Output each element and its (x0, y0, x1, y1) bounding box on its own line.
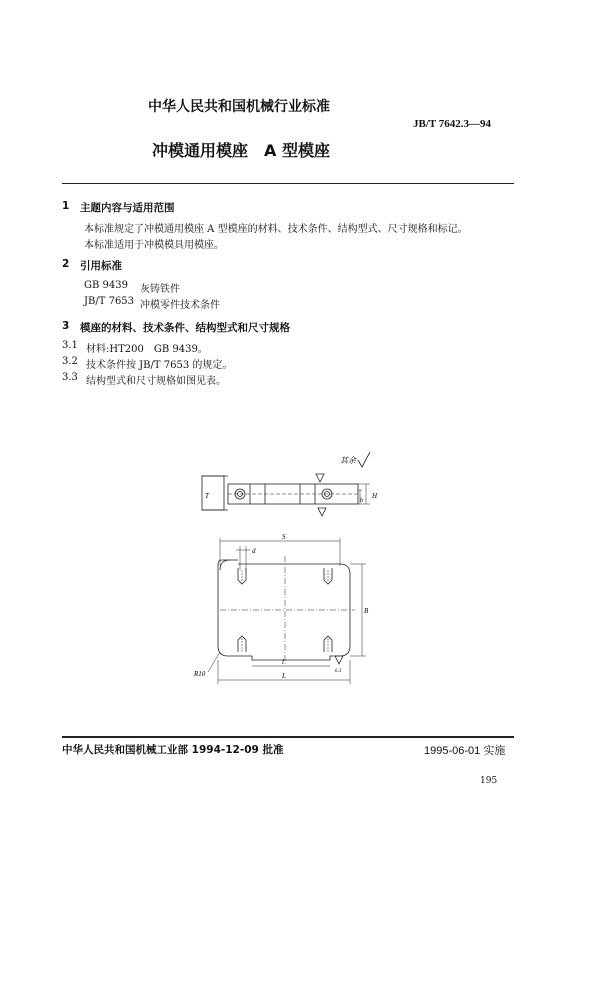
clause-text: 技术条件按 JB/T 7653 的规定。 (86, 360, 233, 371)
roughness-value: 6.3 (335, 669, 342, 674)
document-title: 冲模通用模座 A 型模座 (152, 141, 330, 160)
plan-view (208, 538, 366, 684)
radius-label: R10 (194, 670, 206, 678)
section-2-number: 2 (62, 258, 70, 270)
dim-s-label: S (282, 533, 286, 541)
reference-title: 灰铸铁件 (140, 284, 180, 295)
dim-b-label: B (364, 607, 369, 615)
footer-rule (62, 736, 514, 738)
section-2-heading: 引用标准 (80, 260, 122, 272)
section-1-heading: 主题内容与适用范围 (80, 202, 175, 214)
dim-d-label: d (252, 547, 256, 555)
section-1-paragraph: 本标准适用于冲模模具用模座。 (84, 240, 224, 251)
header-rule (62, 183, 514, 184)
reference-code: JB/T 7653 (84, 296, 135, 307)
clause-number: 3.3 (62, 372, 78, 383)
clause-number: 3.2 (62, 356, 78, 367)
side-view (202, 474, 370, 516)
section-1-number: 1 (62, 200, 70, 212)
page-number: 195 (480, 776, 498, 786)
section-3-heading: 模座的材料、技术条件、结构型式和尺寸规格 (80, 322, 290, 334)
dim-h-label: H (372, 492, 378, 500)
roughness-note: 其余 (340, 456, 356, 465)
clause-text: 结构型式和尺寸规格如图见表。 (86, 376, 226, 387)
section-3-number: 3 (62, 320, 70, 332)
die-base-drawing (190, 440, 390, 690)
standard-code: JB/T 7642.3—94 (413, 118, 492, 130)
dim-l-label: L (282, 672, 286, 680)
clause-number: 3.1 (62, 340, 78, 351)
implementation-date: 1995-06-01 实施 (424, 745, 506, 757)
issuing-authority-title: 中华人民共和国机械行业标准 (148, 99, 330, 115)
reference-code: GB 9439 (84, 280, 128, 291)
dim-t-label: T (205, 492, 209, 500)
clause-text: 材料:HT200 GB 9439。 (86, 344, 208, 355)
dim-h1-label: h (360, 498, 363, 504)
approval-statement: 中华人民共和国机械工业部 1994-12-09 批准 (62, 744, 284, 756)
roughness-check-icon (358, 452, 370, 467)
dim-l1-label: l (282, 658, 284, 666)
reference-title: 冲模零件技术条件 (140, 300, 220, 311)
section-1-paragraph: 本标准规定了冲模通用模座 A 型模座的材料、技术条件、结构型式、尺寸规格和标记。 (84, 224, 468, 235)
